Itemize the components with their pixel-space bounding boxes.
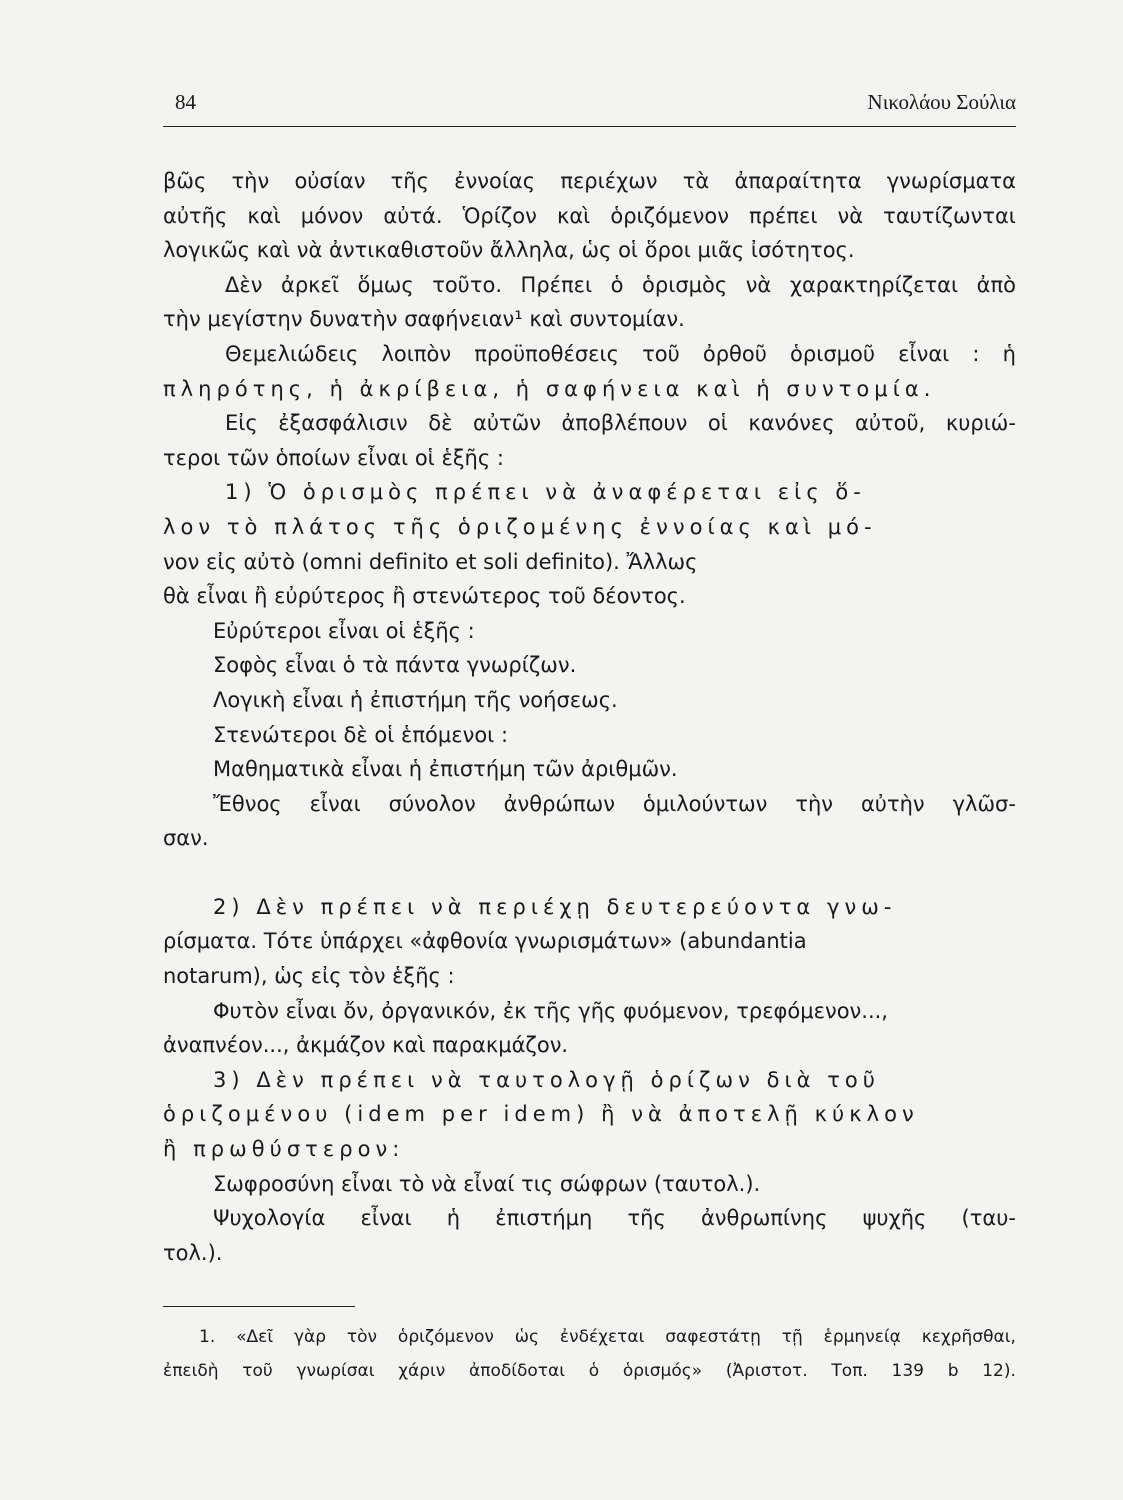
text-line: ρίσματα. Τότε ὑπάρχει «ἀφθονία γνωρισμάτων» (abundantia: [163, 929, 807, 954]
rule-heading: 2) Δὲν πρέπει νὰ περιέχῃ δευτερεύοντα γνω-: [213, 894, 897, 919]
text-line: Εἰς ἐξασφάλισιν δὲ αὐτῶν ἀποβλέπουν οἱ κανόνες αὐτοῦ, κυριώ-: [225, 411, 1016, 436]
page-number: 84: [175, 90, 196, 114]
example-line: Ἔθνος εἶναι σύνολον ἀνθρώπων ὁμιλούντων τὴν αὐτὴν γλῶσ-: [213, 791, 1016, 816]
example-line: Λογικὴ εἶναι ἡ ἐπιστήμη τῆς νοήσεως.: [213, 687, 618, 712]
rule-heading: 1) Ὁ ὁρισμὸς πρέπει νὰ ἀναφέρεται εἰς ὅ-: [225, 480, 866, 505]
example-line: Σωφροσύνη εἶναι τὸ νὰ εἶναί τις σώφρων (ταυτολ.).: [213, 1171, 761, 1196]
text-line: σαν.: [163, 826, 209, 851]
footnote: [163, 1320, 1016, 1388]
text-line: ἢ πρωθύστερον:: [163, 1137, 405, 1162]
text-line: αὐτῆς καὶ μόνον αὐτά. Ὁρίζον καὶ ὁριζόμενον πρέπει νὰ ταυτίζωνται: [163, 203, 1016, 228]
text-line: τολ.).: [163, 1240, 223, 1265]
text-line: Εὐρύτεροι εἶναι οἱ ἑξῆς :: [213, 618, 475, 643]
text-line: τὴν μεγίστην δυνατὴν σαφήνειαν¹ καὶ συντομίαν.: [163, 307, 685, 332]
text-line: Στενώτεροι δὲ οἱ ἑπόμενοι :: [213, 722, 509, 747]
example-line: Μαθηματικὰ εἶναι ἡ ἐπιστήμη τῶν ἀριθμῶν.: [213, 757, 678, 782]
text-line: νον εἰς αὐτὸ (omni definito et soli definito). Ἄλλως: [163, 549, 698, 574]
text-line: ὁριζομένου (idem per idem) ἢ νὰ ἀποτελῇ κύκλον: [163, 1102, 919, 1127]
example-line: Σοφὸς εἶναι ὁ τὰ πάντα γνωρίζων.: [213, 653, 577, 678]
text-line: τεροι τῶν ὁποίων εἶναι οἱ ἑξῆς :: [163, 445, 504, 470]
text-line: Δὲν ἀρκεῖ ὅμως τοῦτο. Πρέπει ὁ ὁρισμὸς νὰ χαρακτηρίζεται ἀπὸ: [225, 272, 1016, 297]
body-text: [163, 164, 1016, 1270]
text-line: βῶς τὴν οὐσίαν τῆς ἐννοίας περιέχων τὰ ἀπαραίτητα γνωρίσματα: [163, 169, 1016, 193]
running-head: Νικολάου Σούλια: [867, 90, 1016, 114]
text-line: notarum), ὡς εἰς τὸν ἑξῆς :: [163, 964, 455, 989]
text-line: λον τὸ πλάτος τῆς ὁριζομένης ἐννοίας καὶ μό-: [163, 514, 877, 539]
text-line: πληρότης, ἡ ἀκρίβεια, ἡ σαφήνεια καὶ ἡ συντομία.: [163, 376, 936, 401]
footnote-line: ἐπειδὴ τοῦ γνωρίσαι χάριν ἀποδίδοται ὁ ὁρισμός» (Ἀριστοτ. Τοπ. 139 b 12).: [163, 1361, 1016, 1381]
text-line: λογικῶς καὶ νὰ ἀντικαθιστοῦν ἄλληλα, ὡς οἱ ὅροι μιᾶς ἰσότητος.: [163, 238, 855, 263]
example-line: Φυτὸν εἶναι ὄν, ὀργανικόν, ἐκ τῆς γῆς φυόμενον, τρεφόμενον...,: [213, 998, 888, 1023]
text-line: Θεμελιώδεις λοιπὸν προϋποθέσεις τοῦ ὀρθοῦ ὁρισμοῦ εἶναι : ἡ: [225, 341, 1016, 366]
example-line: Ψυχολογία εἶναι ἡ ἐπιστήμη τῆς ἀνθρωπίνης ψυχῆς (ταυ-: [213, 1206, 1016, 1231]
rule-heading: 3) Δὲν πρέπει νὰ ταυτολογῇ ὁρίζων διὰ τοῦ: [213, 1067, 880, 1092]
page-header: [163, 86, 1016, 127]
footnote-divider: [163, 1306, 355, 1307]
example-line: ἀναπνέον..., ἀκμάζον καὶ παρακμάζον.: [163, 1033, 569, 1058]
text-line: θὰ εἶναι ἢ εὐρύτερος ἢ στενώτερος τοῦ δέοντος.: [163, 584, 686, 609]
footnote-line: 1. «Δεῖ γὰρ τὸν ὁριζόμενον ὡς ἐνδέχεται σαφεστάτῃ τῇ ἑρμηνείᾳ κεχρῆσθαι,: [199, 1327, 1016, 1347]
